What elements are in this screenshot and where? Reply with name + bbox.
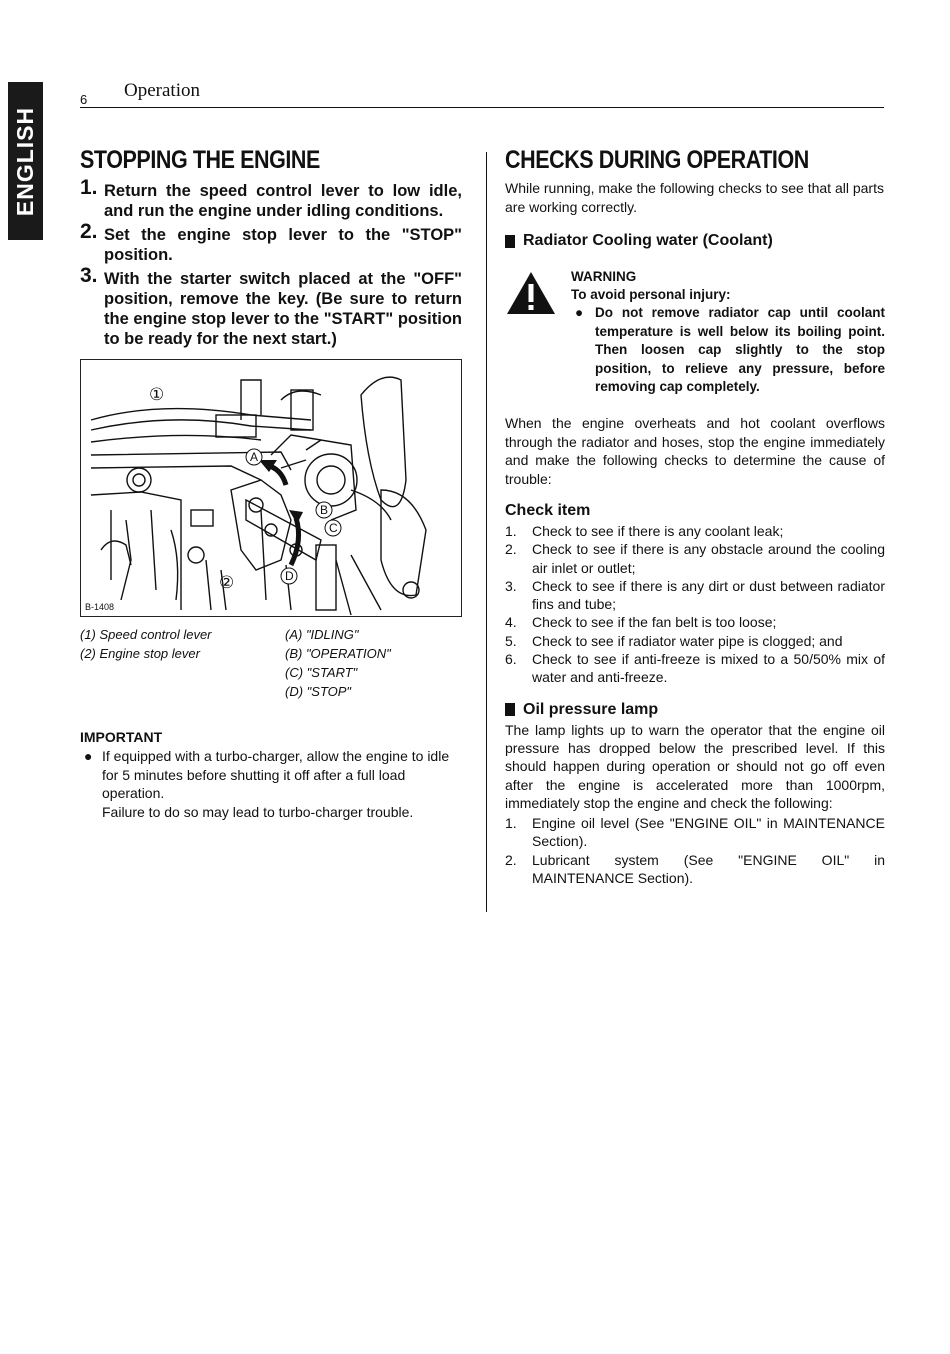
callout-A: A [250,450,259,464]
checks-intro: While running, make the following checks to see that all parts are working correctly. [505,180,884,215]
list-item [505,540,885,577]
legend-item: (D) "STOP" [285,684,352,699]
page-header [80,80,884,108]
oil-heading [505,701,885,719]
list-number: 1. [505,815,517,832]
checks-heading: CHECKS DURING OPERATION [505,146,809,174]
radiator-heading-text: Radiator Cooling water (Coolant) [523,232,773,249]
step-number: 1. [80,176,98,199]
column-divider [486,152,487,912]
list-text: Check to see if anti-freeze is mixed to a 50/50% mix of water and anti-freeze. [532,651,885,686]
square-bullet-icon [505,235,515,248]
step-item [80,220,462,265]
list-item [505,613,885,631]
warning-box [505,268,885,398]
list-item [505,814,885,851]
stopping-engine-heading: STOPPING THE ENGINE [80,146,320,174]
important-item [80,747,462,803]
bullet-icon: ● [575,305,584,320]
step-text: Return the speed control lever to low idle, and run the engine under idling conditions. [104,182,462,220]
list-text: Engine oil level (See "ENGINE OIL" in MAINTENANCE Section). [532,815,885,850]
engine-illustration [80,359,462,617]
list-number: 1. [505,523,517,539]
list-text: Check to see if there is any dirt or dust between radiator fins and tube; [532,577,885,613]
step-item [80,264,462,349]
step-text: With the starter switch placed at the "OFF" position, remove the key. (Be sure to return the engine stop lever to the "START" position to be ready for the next start.) [104,270,462,348]
callout-D: D [285,569,294,583]
list-text: Lubricant system (See "ENGINE OIL" in MAINTENANCE Section). [532,851,885,887]
warning-item [571,304,885,397]
list-number: 2. [505,851,517,868]
warning-title: WARNING [571,269,637,284]
list-item [505,650,885,687]
important-title: IMPORTANT [80,729,163,745]
list-number: 3. [505,577,517,594]
header-rule [80,107,884,108]
list-item [505,851,885,888]
legend-parts [80,625,285,701]
list-text: Check to see if there is any coolant leak; [532,523,784,539]
list-number: 6. [505,651,517,668]
oil-list [505,814,885,887]
bullet-icon: ● [84,748,93,764]
right-column [505,145,885,887]
legend-item: (A) "IDLING" [285,627,359,642]
stop-steps [80,176,462,349]
figure-code: B-1408 [85,602,115,612]
square-bullet-icon [505,703,515,716]
legend-item: (1) Speed control lever [80,627,212,642]
warning-subtitle: To avoid personal injury: [571,287,731,302]
step-number: 3. [80,264,98,287]
radiator-heading [505,232,885,250]
list-text: Check to see if the fan belt is too loose; [532,614,777,631]
oil-paragraph: The lamp lights up to warn the operator that the engine oil pressure has dropped below the prescribed level. If this should happen during operation or should not go off even after the engine is accelerated more than 1000rpm, immediately stop the engine and check the following: [505,721,885,811]
callout-1: ① [149,385,165,404]
list-item [505,577,885,614]
language-tab [8,82,43,240]
list-number: 5. [505,632,517,649]
warning-triangle-icon [505,270,557,316]
warning-text [571,268,885,397]
list-number: 4. [505,614,517,631]
figure-legend [80,625,462,701]
list-text: Check to see if there is any obstacle around the cooling air inlet or outlet; [532,541,885,576]
important-followup: Failure to do so may lead to turbo-charger trouble. [102,803,414,820]
left-column [80,145,462,821]
warning-item-text: Do not remove radiator cap until coolant temperature is well below its boiling point. Then loosen cap slightly to the stop position, to relieve any pressure, before removing cap completely. [595,305,885,394]
legend-item: (2) Engine stop lever [80,646,200,661]
oil-heading-text: Oil pressure lamp [523,700,659,718]
list-item [505,632,885,650]
check-item-heading: Check item [505,502,591,519]
legend-item: (B) "OPERATION" [285,646,391,661]
check-list [505,522,885,687]
language-tab-label: ENGLISH [12,106,39,216]
step-text: Set the engine stop lever to the "STOP" position. [104,226,462,264]
callout-C: C [329,521,338,535]
list-item [505,522,885,540]
legend-positions [285,625,460,701]
list-number: 2. [505,541,517,558]
step-number: 2. [80,220,98,243]
section-title: Operation [124,80,200,101]
page-number: 6 [80,92,88,107]
callout-2: ② [219,573,235,592]
overheat-paragraph: When the engine overheats and hot coolant overflows through the radiator and hoses, stop the engine immediately and make the following checks to determine the cause of trouble: [505,415,885,487]
engine-drawing [81,360,461,616]
important-text: If equipped with a turbo-charger, allow the engine to idle for 5 minutes before shutting it off after a full load operation. [102,748,450,801]
legend-item: (C) "START" [285,665,358,680]
list-text: Check to see if radiator water pipe is clogged; and [532,632,843,649]
callout-B: B [320,503,329,517]
step-item [80,176,462,221]
